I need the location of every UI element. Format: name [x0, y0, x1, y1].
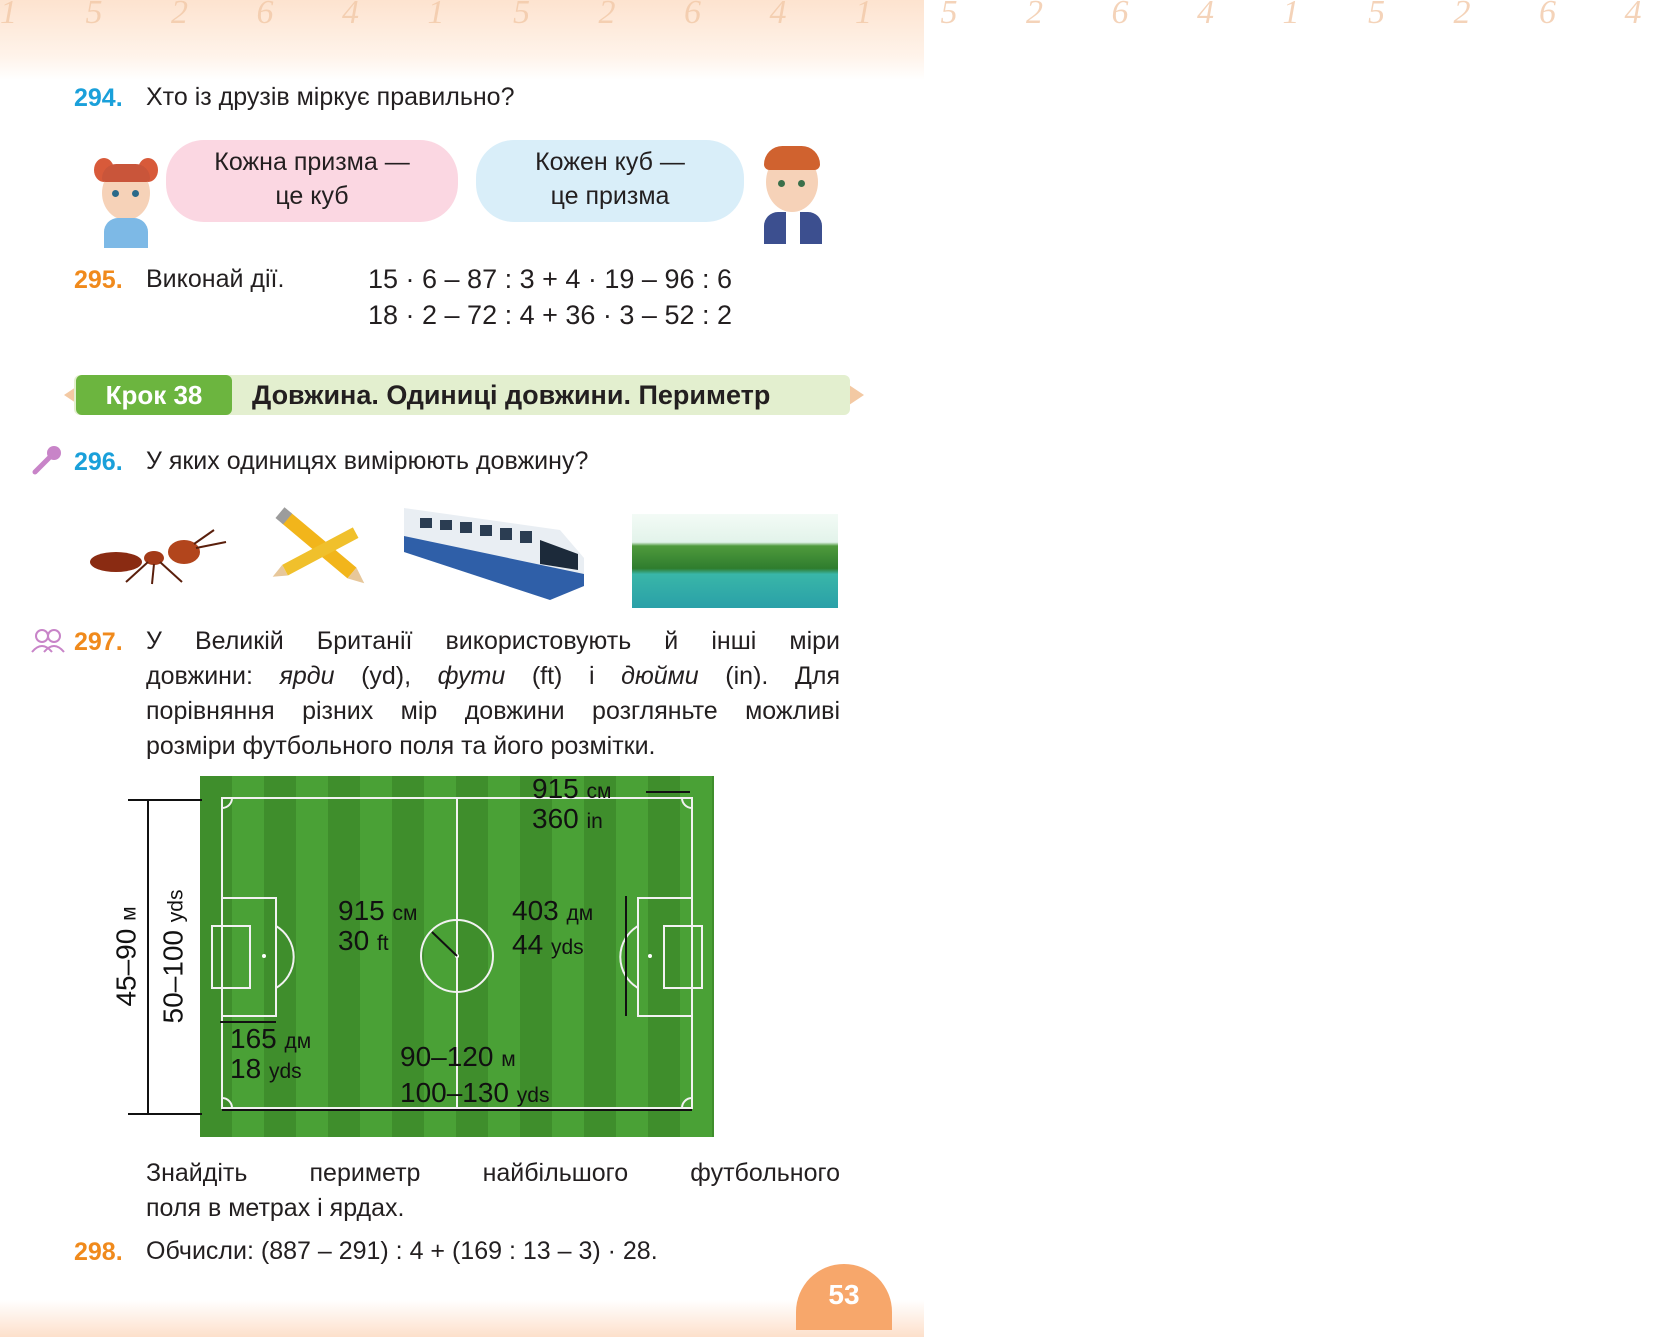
boy-illustration [758, 144, 830, 244]
term-feet: фути [437, 662, 506, 690]
label-penalty-yds: 44 yds [512, 929, 584, 960]
step-title: Довжина. Одиниці довжини. Периметр [252, 380, 771, 410]
term-inches: дюйми [621, 662, 699, 690]
exercise-296-text: У яких одиницях вимірюють довжину? [146, 447, 589, 475]
label-length-yds: 100–130 yds [400, 1077, 550, 1108]
footer-decoration [0, 1300, 924, 1337]
exercise-294-text: Хто із друзів міркує правильно? [146, 83, 515, 111]
river-picture [632, 514, 838, 608]
bubble-girl-line-2: це куб [275, 182, 349, 210]
step-ribbon [60, 373, 866, 417]
train-picture [400, 500, 586, 604]
decorative-digits: 1 5 2 6 4 1 5 2 6 4 1 5 2 6 4 1 5 2 6 4 [0, 0, 1672, 31]
bubble-girl-line-1: Кожна призма — [214, 148, 410, 176]
exercise-297-line-1: У Великій Британії використовують й інші міри [146, 627, 840, 655]
page-number: 53 [796, 1264, 892, 1330]
exercise-294-number: 294. [74, 84, 123, 112]
exercise-298-number: 298. [74, 1238, 123, 1266]
exercise-297-number: 297. [74, 628, 123, 656]
header-decoration [0, 0, 1672, 80]
microphone-icon [30, 444, 64, 476]
exercise-296-number: 296. [74, 448, 123, 476]
term-yards: ярди [279, 662, 335, 690]
speech-bubble-girl [166, 140, 458, 222]
exercise-295-number: 295. [74, 266, 123, 294]
label-box-dm: 165 дм [230, 1023, 312, 1054]
girl-illustration [90, 152, 162, 248]
bubble-boy-line-2: це призма [550, 182, 670, 210]
expression-line-1: 15 · 6 – 87 : 3 + 4 · 19 – 96 : 6 [368, 264, 732, 294]
pair-work-icon [30, 628, 66, 654]
label-top-right-in: 360 in [532, 803, 603, 834]
exercise-297-line-3: порівняння різних мір довжини розгляньте можливі [146, 697, 840, 725]
label-penalty-dm: 403 дм [512, 895, 594, 926]
pencils-picture [264, 504, 382, 596]
exercise-297-question-line-1: Знайдіть периметр найбільшого футбольного [146, 1159, 840, 1187]
exercise-297-line-2: довжини: ярди (yd), фути (ft) і дюйми (in). Для [146, 662, 840, 690]
exercise-297-question-line-2: поля в метрах і ярдах. [146, 1194, 405, 1222]
bubble-boy-line-1: Кожен куб — [535, 148, 685, 176]
exercise-298-text: Обчисли: (887 – 291) : 4 + (169 : 13 – 3) · 28. [146, 1237, 658, 1265]
label-length-m: 90–120 м [400, 1041, 516, 1072]
football-field [200, 773, 714, 1137]
label-top-right-cm: 915 см [532, 773, 612, 804]
step-label: Крок 38 [76, 375, 232, 415]
label-center-cm: 915 см [338, 895, 418, 926]
exercise-297-line-4: розміри футбольного поля та його розмітки. [146, 732, 656, 760]
ant-picture [86, 520, 232, 586]
exercise-295-text: Виконай дії. [146, 265, 285, 293]
label-box-yds: 18 yds [230, 1053, 302, 1084]
label-width-m: 45–90 м [110, 906, 142, 1007]
label-center-ft: 30 ft [338, 925, 389, 956]
expression-line-2: 18 · 2 – 72 : 4 + 36 · 3 – 52 : 2 [368, 300, 732, 330]
speech-bubble-boy [476, 140, 744, 222]
label-width-yds: 50–100 yds [157, 889, 189, 1024]
